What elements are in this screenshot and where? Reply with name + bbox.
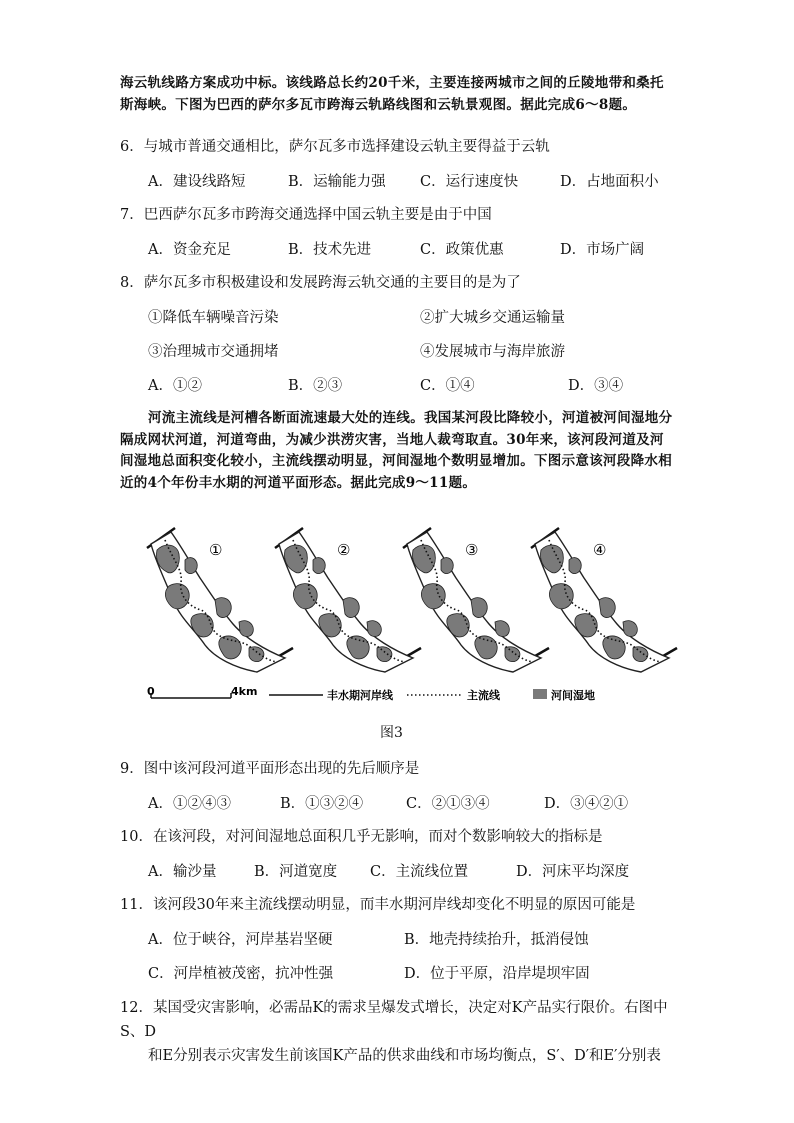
intro1-line1: 海云轨线路方案成功中标。该线路总长约20千米，主要连接两城市之间的丘陵地带和桑托 — [120, 75, 664, 91]
option-7a[interactable]: A．资金充足 — [148, 242, 231, 258]
question-10-options — [148, 860, 688, 882]
option-9b[interactable]: B．①③②④ — [280, 796, 364, 812]
question-12-line1: 12．某国受灾害影响，必需品K的需求呈爆发式增长，决定对K产品实行限价。右图中S、D — [120, 1000, 668, 1040]
intro2-line2: 隔成网状河道，河道弯曲，为减少洪涝灾害，当地人裁弯取直。30年来，该河段河道及河 — [120, 431, 664, 448]
question-6-options — [148, 170, 688, 192]
question-10-stem: 10．在该河段，对河间湿地总面积几乎无影响，而对个数影响较大的指标是 — [120, 829, 603, 845]
option-11c[interactable]: C．河岸植被茂密，抗冲性强 — [148, 966, 334, 982]
option-6c[interactable]: C．运行速度快 — [420, 174, 519, 190]
option-6d[interactable]: D．占地面积小 — [560, 174, 659, 190]
question-8-statements-row1 — [148, 306, 688, 328]
question-12-line2: 和E分别表示灾害发生前该国K产品的供求曲线和市场均衡点，S′、D′和E′分别表 — [148, 1048, 661, 1064]
option-10b[interactable]: B．河道宽度 — [254, 864, 338, 880]
statement-2: ②扩大城乡交通运输量 — [420, 310, 565, 326]
option-8c[interactable]: C．①④ — [420, 378, 475, 394]
intro-passage-cloud-rail — [120, 73, 680, 116]
scale-zero: 0 — [147, 685, 155, 698]
option-11b[interactable]: B．地壳持续抬升，抵消侵蚀 — [404, 932, 589, 948]
question-7-stem: 7．巴西萨尔瓦多市跨海交通选择中国云轨主要是由于中国 — [120, 207, 492, 223]
figure-caption: 图3 — [380, 725, 403, 741]
question-12-stem — [120, 996, 690, 1068]
option-7d[interactable]: D．市场广阔 — [560, 242, 645, 258]
option-10c[interactable]: C．主流线位置 — [370, 864, 469, 880]
intro1-line2: 斯海峡。下图为巴西的萨尔多瓦市跨海云轨路线图和云轨景观图。据此完成6～8题。 — [120, 96, 637, 113]
legend-wetland-swatch — [533, 689, 547, 699]
panel-label-3: ③ — [465, 541, 479, 559]
option-9c[interactable]: C．②①③④ — [406, 796, 490, 812]
question-11-options-row2 — [148, 962, 688, 984]
panel-label-1: ① — [209, 541, 223, 559]
intro2-line3: 间湿地总面积变化较小，主流线摆动明显，河间湿地个数明显增加。下图示意该河段降水相 — [120, 453, 672, 469]
question-6-stem: 6．与城市普通交通相比，萨尔瓦多市选择建设云轨主要得益于云轨 — [120, 139, 550, 155]
intro-passage-river — [120, 408, 680, 494]
option-10d[interactable]: D．河床平均深度 — [516, 864, 630, 880]
legend-bank-label: 丰水期河岸线 — [327, 689, 393, 702]
option-8d[interactable]: D．③④ — [568, 378, 624, 394]
option-9d[interactable]: D．③④②① — [544, 796, 629, 812]
panel-label-2: ② — [337, 541, 351, 559]
option-6b[interactable]: B．运输能力强 — [288, 174, 386, 190]
option-10a[interactable]: A．输沙量 — [148, 864, 217, 880]
option-8b[interactable]: B．②③ — [288, 378, 343, 394]
question-9-options — [148, 792, 688, 814]
question-8-options — [148, 374, 688, 396]
option-9a[interactable]: A．①②④③ — [148, 796, 231, 812]
legend-flow-label: 主流线 — [467, 689, 500, 702]
intro2-line1: 河流主流线是河槽各断面流速最大处的连线。我国某河段比降较小，河道被河间湿地分 — [148, 410, 673, 426]
question-8-statements-row2 — [148, 340, 688, 362]
statement-4: ④发展城市与海岸旅游 — [420, 344, 565, 360]
intro2-line4: 近的4个年份丰水期的河道平面形态。据此完成9～11题。 — [120, 474, 477, 491]
option-11a[interactable]: A．位于峡谷，河岸基岩坚硬 — [148, 932, 333, 948]
option-8a[interactable]: A．①② — [148, 378, 202, 394]
question-7-options — [148, 238, 688, 260]
option-7c[interactable]: C．政策优惠 — [420, 242, 504, 258]
statement-3: ③治理城市交通拥堵 — [148, 344, 279, 360]
legend-wetland-label: 河间湿地 — [551, 689, 595, 702]
question-11-stem: 11．该河段30年来主流线摆动明显，而丰水期河岸线却变化不明显的原因可能是 — [120, 897, 636, 913]
option-6a[interactable]: A．建设线路短 — [148, 174, 246, 190]
question-11-options-row1 — [148, 928, 688, 950]
statement-1: ①降低车辆噪音污染 — [148, 310, 279, 326]
figure-legend — [147, 685, 595, 702]
option-11d[interactable]: D．位于平原，沿岸堤坝牢固 — [404, 966, 590, 982]
option-7b[interactable]: B．技术先进 — [288, 242, 372, 258]
panel-label-4: ④ — [593, 541, 607, 559]
question-8-stem: 8．萨尔瓦多市积极建设和发展跨海云轨交通的主要目的是为了 — [120, 275, 521, 291]
river-channel-figure — [145, 515, 695, 715]
question-9-stem: 9．图中该河段河道平面形态出现的先后顺序是 — [120, 761, 420, 777]
scale-end: 4km — [231, 685, 258, 698]
